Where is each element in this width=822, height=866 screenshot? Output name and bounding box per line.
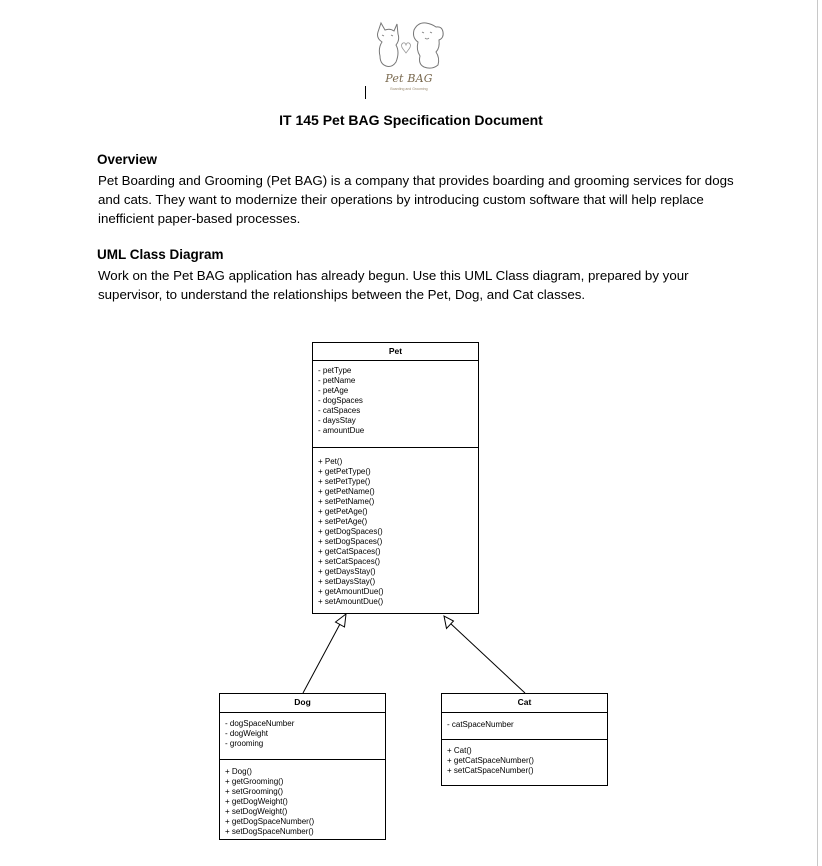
pet-method: + setAmountDue(): [318, 597, 384, 606]
dog-attribute: - dogSpaceNumber: [225, 719, 295, 728]
pet-method: + setDaysStay(): [318, 577, 376, 586]
pet-method: + setDogSpaces(): [318, 537, 383, 546]
uml-paragraph: Work on the Pet BAG application has already begun. Use this UML Class diagram, prepared by your supervisor, to understand the relationships between the Pet, Dog, and Cat classes.: [98, 268, 689, 302]
cat-to-pet-line: [450, 623, 525, 693]
cat-methods: [442, 740, 607, 776]
document-title: IT 145 Pet BAG Specification Document: [279, 112, 543, 128]
cat-class-box: [441, 693, 608, 786]
cat-generalization-arrowhead: [444, 616, 454, 629]
dog-method: + getGrooming(): [225, 777, 284, 786]
pet-method: + getDaysStay(): [318, 567, 376, 576]
pet-attribute: - daysStay: [318, 416, 356, 425]
pet-attribute: - petName: [318, 376, 356, 385]
pet-method: + setPetName(): [318, 497, 375, 506]
pet-class-box: [312, 342, 479, 614]
dog-method: + Dog(): [225, 767, 252, 776]
pet-method: + setCatSpaces(): [318, 557, 381, 566]
logo-title: Pet BAG: [385, 72, 433, 85]
pet-methods: [313, 448, 478, 607]
dog-method: + setDogSpaceNumber(): [225, 827, 314, 836]
dog-method: + setDogWeight(): [225, 807, 288, 816]
pet-attribute: - dogSpaces: [318, 396, 363, 405]
dog-method: + getDogWeight(): [225, 797, 288, 806]
pet-method: + setPetType(): [318, 477, 371, 486]
cat-method: + getCatSpaceNumber(): [447, 756, 534, 765]
pet-method: + setPetAge(): [318, 517, 368, 526]
dog-to-pet-line: [303, 624, 340, 693]
dog-attribute: - dogWeight: [225, 729, 268, 738]
cat-method: + setCatSpaceNumber(): [447, 766, 534, 775]
dog-method: + getDogSpaceNumber(): [225, 817, 315, 826]
overview-heading: Overview: [97, 152, 158, 167]
dog-methods: [220, 760, 385, 837]
pet-method: + Pet(): [318, 457, 343, 466]
pet-attribute: - petAge: [318, 386, 349, 395]
pet-method: + getPetName(): [318, 487, 375, 496]
dog-attributes: [220, 713, 385, 760]
pet-class-name: Pet: [313, 343, 478, 361]
pet-method: + getPetType(): [318, 467, 371, 476]
pet-method: + getPetAge(): [318, 507, 368, 516]
cat-class-name: Cat: [442, 694, 607, 713]
cat-attribute: - catSpaceNumber: [447, 720, 514, 729]
dog-method: + setGrooming(): [225, 787, 284, 796]
pet-attributes: [313, 361, 478, 448]
dog-attribute: - grooming: [225, 739, 264, 748]
dog-class-name: Dog: [220, 694, 385, 713]
uml-heading: UML Class Diagram: [97, 247, 224, 262]
pet-attribute: - petType: [318, 366, 352, 375]
cat-method: + Cat(): [447, 746, 472, 755]
pet-method: + getDogSpaces(): [318, 527, 383, 536]
logo-tagline: Boarding and Grooming: [390, 87, 428, 91]
pet-method: + getCatSpaces(): [318, 547, 381, 556]
dog-class-box: [219, 693, 386, 840]
pet-attribute: - amountDue: [318, 426, 365, 435]
pet-method: + getAmountDue(): [318, 587, 384, 596]
overview-paragraph: Pet Boarding and Grooming (Pet BAG) is a company that provides boarding and grooming services for dogs and cats. They want to modernize their operations by introducing custom software that will help replace inefficient paper-based processes.: [98, 173, 734, 226]
cat-attributes: [442, 713, 607, 740]
dog-generalization-arrowhead: [336, 614, 347, 627]
pet-attribute: - catSpaces: [318, 406, 361, 415]
